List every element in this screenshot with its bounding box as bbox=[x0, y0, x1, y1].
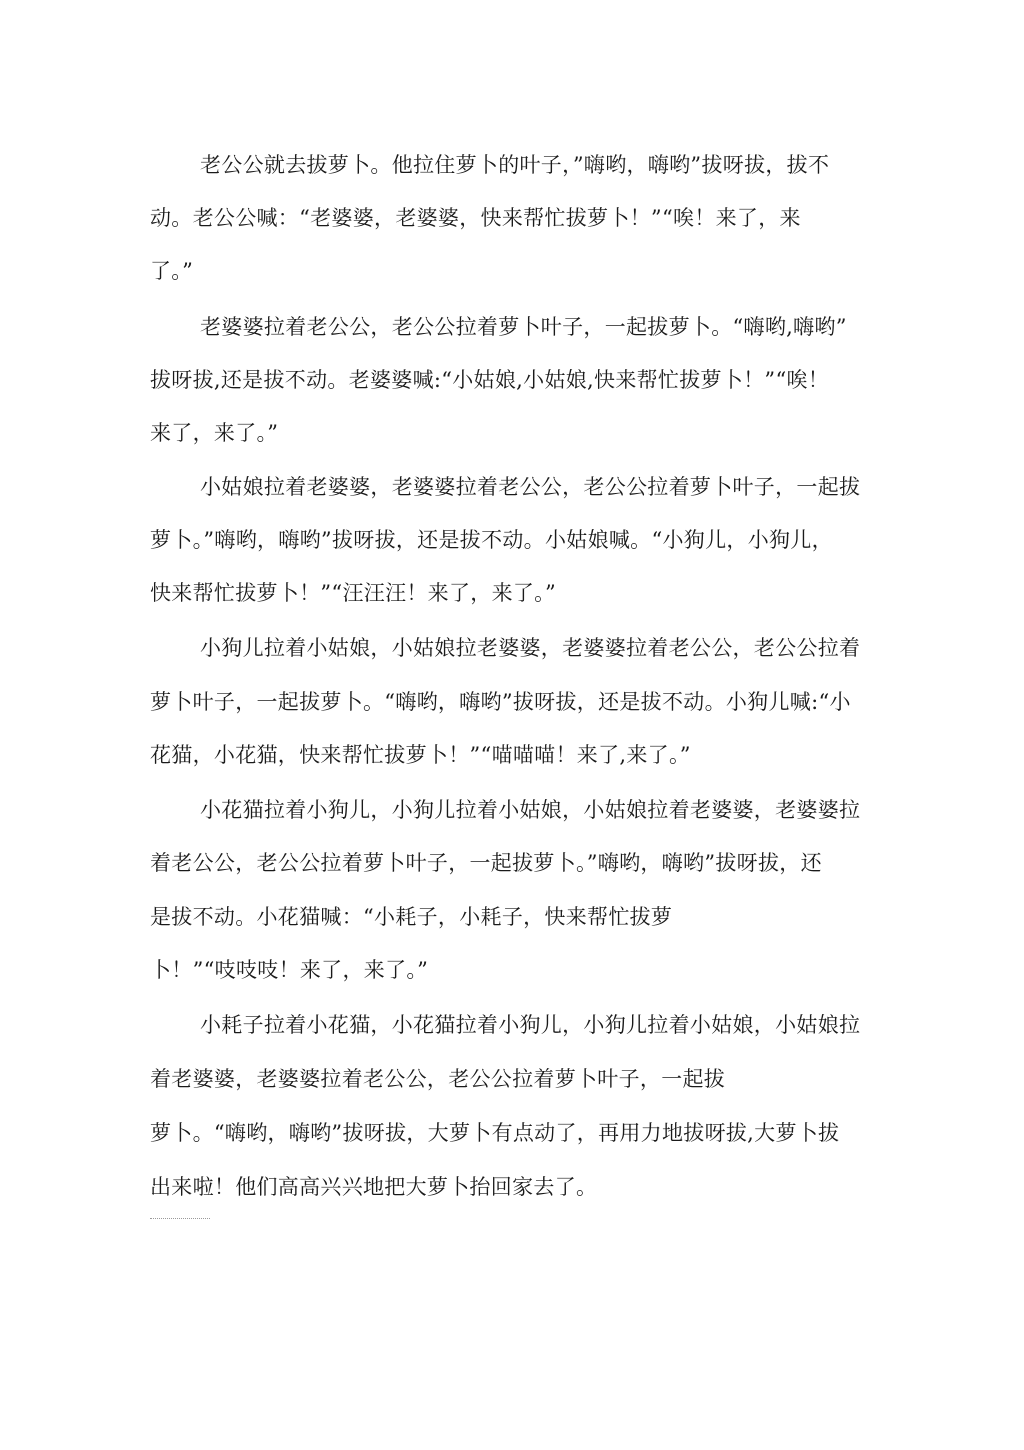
text-line: 花猫，小花猫，快来帮忙拔萝卜！”“喵喵喵！来了,来了。” bbox=[150, 743, 691, 767]
text-line: 着老公公，老公公拉着萝卜叶子，一起拔萝卜。”嗨哟，嗨哟”拔呀拔，还 bbox=[150, 851, 822, 875]
text-line: 卜！”“吱吱吱！来了，来了。” bbox=[150, 958, 429, 982]
text-line: 快来帮忙拔萝卜！”“汪汪汪！来了，来了。” bbox=[150, 581, 557, 605]
text-line: 老公公就去拔萝卜。他拉住萝卜的叶子，”嗨哟，嗨哟”拔呀拔，拔不 bbox=[200, 153, 830, 177]
text-line: 出来啦！他们高高兴兴地把大萝卜抬回家去了。 bbox=[150, 1175, 598, 1199]
text-line: 拔呀拔,还是拔不动。老婆婆喊:“小姑娘,小姑娘,快来帮忙拔萝卜！”“唉！ bbox=[150, 368, 830, 392]
text-line: 小姑娘拉着老婆婆，老婆婆拉着老公公，老公公拉着萝卜叶子，一起拔 bbox=[200, 475, 861, 499]
text-line: 小花猫拉着小狗儿，小狗儿拉着小姑娘，小姑娘拉着老婆婆，老婆婆拉 bbox=[200, 798, 861, 822]
footer-rule bbox=[150, 1218, 210, 1219]
text-line: 着老婆婆，老婆婆拉着老公公，老公公拉着萝卜叶子，一起拔 bbox=[150, 1067, 726, 1091]
text-line: 是拔不动。小花猫喊：“小耗子，小耗子，快来帮忙拔萝 bbox=[150, 905, 673, 929]
text-line: 萝卜。”嗨哟，嗨哟”拔呀拔，还是拔不动。小姑娘喊。“小狗儿，小狗儿， bbox=[150, 528, 833, 552]
text-line: 了。” bbox=[150, 259, 194, 283]
text-line: 老婆婆拉着老公公，老公公拉着萝卜叶子，一起拔萝卜。“嗨哟,嗨哟” bbox=[200, 315, 847, 339]
text-line: 来了，来了。” bbox=[150, 421, 279, 445]
text-line: 小耗子拉着小花猫，小花猫拉着小狗儿，小狗儿拉着小姑娘，小姑娘拉 bbox=[200, 1013, 861, 1037]
text-line: 萝卜叶子，一起拔萝卜。“嗨哟，嗨哟”拔呀拔，还是拔不动。小狗儿喊:“小 bbox=[150, 690, 851, 714]
text-line: 小狗儿拉着小姑娘，小姑娘拉老婆婆，老婆婆拉着老公公，老公公拉着 bbox=[200, 636, 861, 660]
text-line: 萝卜。“嗨哟，嗨哟”拔呀拔，大萝卜有点动了，再用力地拔呀拔,大萝卜拔 bbox=[150, 1121, 840, 1145]
text-line: 动。老公公喊：“老婆婆，老婆婆，快来帮忙拔萝卜！”“唉！来了，来 bbox=[150, 206, 801, 230]
